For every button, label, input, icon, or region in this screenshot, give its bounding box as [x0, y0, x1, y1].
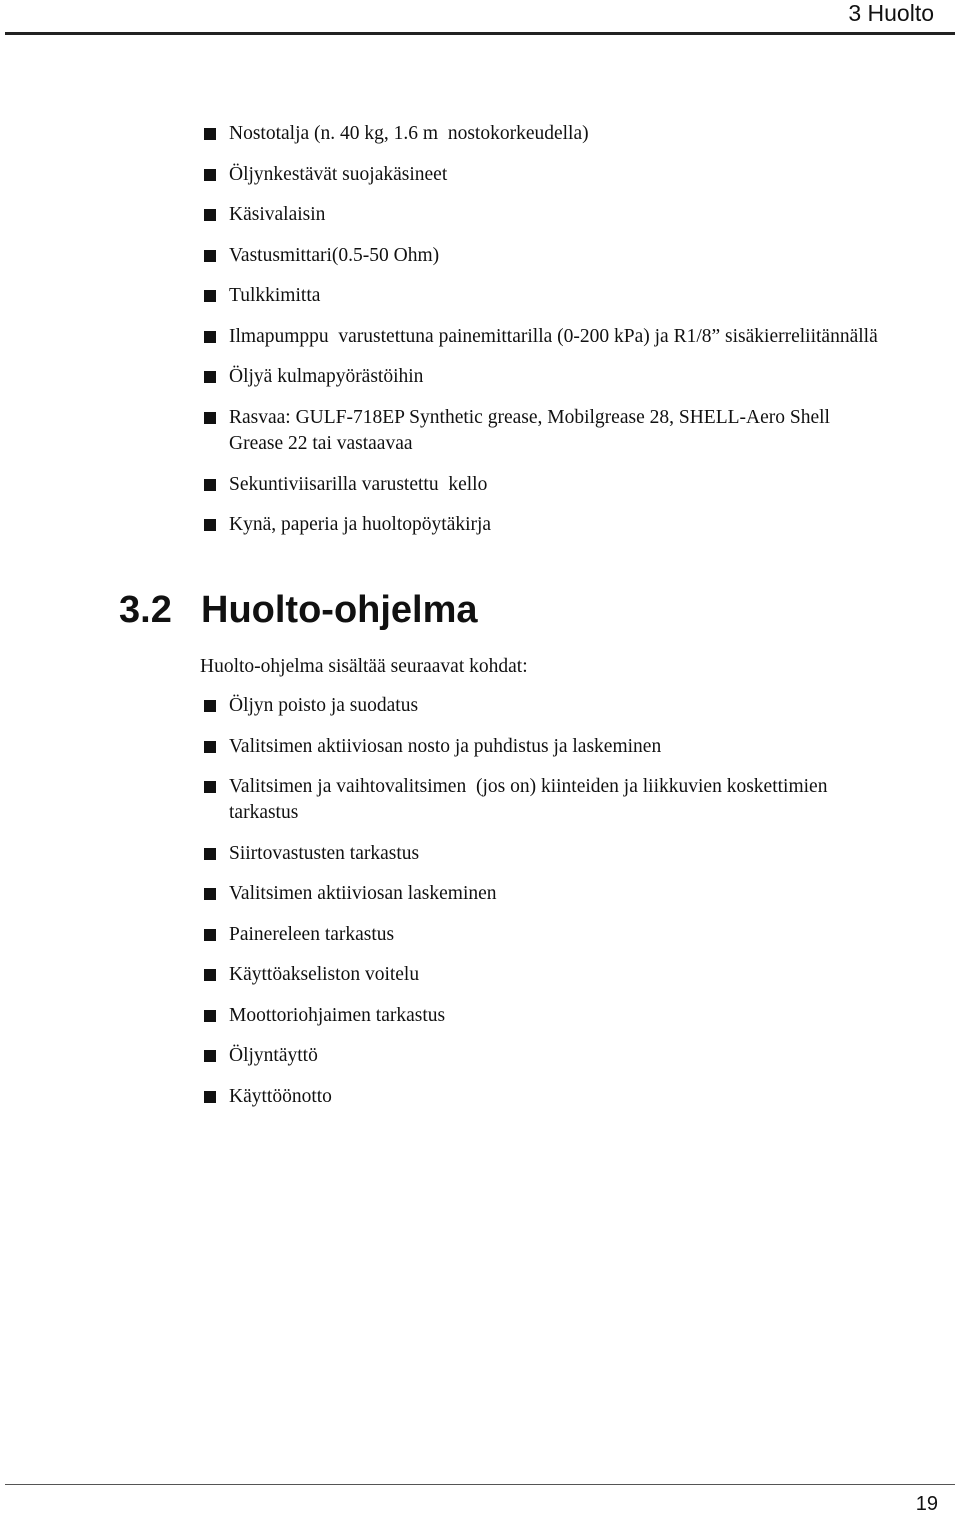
- list-item-text: Siirtovastusten tarkastus: [229, 843, 420, 864]
- square-bullet-icon: [204, 700, 216, 712]
- list-item-text: Moottoriohjaimen tarkastus: [229, 1005, 446, 1026]
- list-item-text: Käsivalaisin: [229, 204, 326, 225]
- section-intro: Huolto-ohjelma sisältää seuraavat kohdat:: [200, 656, 528, 677]
- running-header-title: 3 Huolto: [848, 0, 934, 26]
- list-item-text: Kynä, paperia ja huoltopöytäkirja: [229, 514, 492, 535]
- list-item-text: Valitsimen aktiiviosan nosto ja puhdistus ja laskeminen: [229, 736, 662, 757]
- list-item-text: Käyttöönotto: [229, 1086, 332, 1107]
- square-bullet-icon: [204, 209, 216, 221]
- list-item-text: Öljynkestävät suojakäsineet: [229, 164, 448, 185]
- section-heading: [119, 588, 478, 632]
- square-bullet-icon: [204, 290, 216, 302]
- square-bullet-icon: [204, 519, 216, 531]
- square-bullet-icon: [204, 929, 216, 941]
- square-bullet-icon: [204, 888, 216, 900]
- list-item-text: Vastusmittari(0.5-50 Ohm): [229, 245, 440, 266]
- square-bullet-icon: [204, 479, 216, 491]
- list-item-text: Öljyntäyttö: [229, 1045, 318, 1066]
- square-bullet-icon: [204, 1010, 216, 1022]
- footer-rule: [5, 1484, 955, 1485]
- list-item-text: Öljyn poisto ja suodatus: [229, 695, 419, 716]
- square-bullet-icon: [204, 781, 216, 793]
- square-bullet-icon: [204, 1050, 216, 1062]
- list-item-text: Ilmapumppu varustettuna painemittarilla (0-200 kPa) ja R1/8” sisäkierreliitännällä: [229, 326, 878, 347]
- list-item-text: Valitsimen ja vaihtovalitsimen (jos on) kiinteiden ja liikkuvien koskettimien tarkastus: [229, 776, 828, 823]
- list-item-text: Nostotalja (n. 40 kg, 1.6 m nostokorkeudella): [229, 123, 589, 144]
- list-item-text: Käyttöakseliston voitelu: [229, 964, 420, 985]
- list-item-text: Painereleen tarkastus: [229, 924, 395, 945]
- square-bullet-icon: [204, 169, 216, 181]
- square-bullet-icon: [204, 412, 216, 424]
- square-bullet-icon: [204, 741, 216, 753]
- square-bullet-icon: [204, 128, 216, 140]
- list-item-text: Tulkkimitta: [229, 285, 321, 306]
- page-number: 19: [915, 1493, 938, 1515]
- list-item-text: Rasvaa: GULF-718EP Synthetic grease, Mobilgrease 28, SHELL-Aero Shell Grease 22 tai vastaavaa: [229, 407, 830, 454]
- square-bullet-icon: [204, 1091, 216, 1103]
- section-number: 3.2: [119, 589, 172, 631]
- list-item-text: Sekuntiviisarilla varustettu kello: [229, 474, 488, 495]
- square-bullet-icon: [204, 969, 216, 981]
- list-item-text: Valitsimen aktiiviosan laskeminen: [229, 883, 497, 904]
- section-title: Huolto-ohjelma: [201, 589, 478, 631]
- square-bullet-icon: [204, 848, 216, 860]
- header-rule: [5, 32, 955, 35]
- square-bullet-icon: [204, 331, 216, 343]
- square-bullet-icon: [204, 371, 216, 383]
- list-item-text: Öljyä kulmapyörästöihin: [229, 366, 424, 387]
- square-bullet-icon: [204, 250, 216, 262]
